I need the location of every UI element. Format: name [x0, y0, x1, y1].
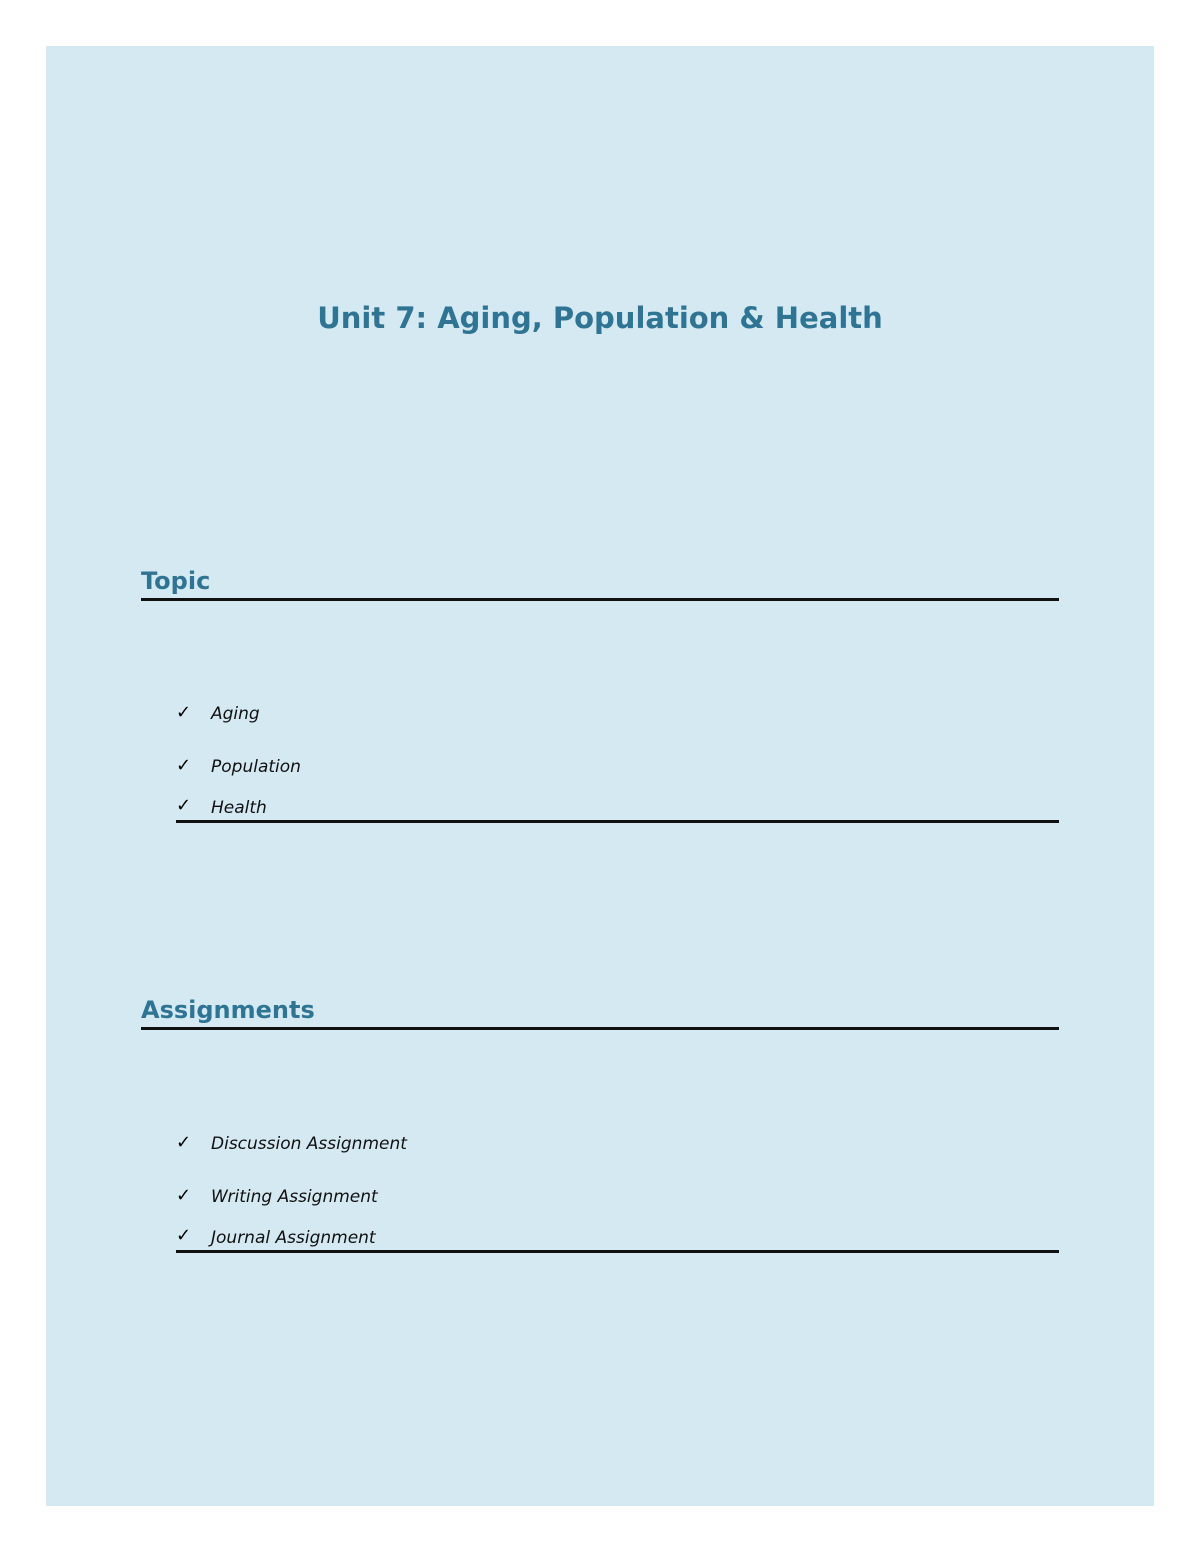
- list-item: [176, 792, 1059, 820]
- list-item-label: Population: [211, 757, 301, 777]
- list-item-label: Health: [211, 798, 267, 818]
- topic-list: [176, 686, 1059, 823]
- check-mark-icon: ✓: [176, 1185, 192, 1206]
- list-item: [176, 1222, 1059, 1250]
- check-mark-icon: ✓: [176, 702, 192, 723]
- list-item-label: Writing Assignment: [211, 1187, 378, 1207]
- check-mark-icon: ✓: [176, 1225, 192, 1246]
- topic-heading: Topic: [141, 566, 1059, 601]
- list-item-label: Aging: [211, 704, 260, 724]
- page-title: Unit 7: Aging, Population & Health: [317, 301, 883, 335]
- list-item: [176, 739, 1059, 792]
- list-item: [176, 1116, 1059, 1169]
- list-item-label: Journal Assignment: [211, 1228, 376, 1248]
- assignments-heading: Assignments: [141, 995, 1059, 1030]
- assignments-list: [176, 1116, 1059, 1253]
- check-mark-icon: ✓: [176, 755, 192, 776]
- list-item: [176, 686, 1059, 739]
- check-mark-icon: ✓: [176, 795, 192, 816]
- check-mark-icon: ✓: [176, 1132, 192, 1153]
- list-item-label: Discussion Assignment: [211, 1134, 407, 1154]
- list-item: [176, 1169, 1059, 1222]
